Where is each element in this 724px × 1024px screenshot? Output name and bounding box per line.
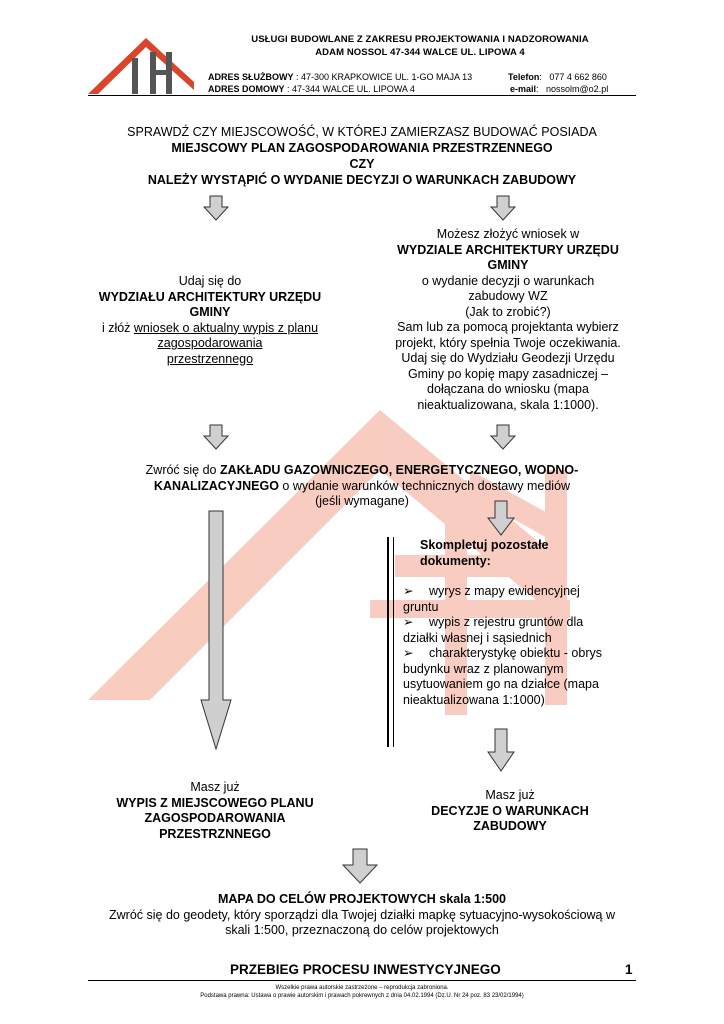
down-arrow-icon <box>487 500 515 536</box>
map-title: MAPA DO CELÓW PROJEKTOWYCH skala 1:500 <box>217 892 507 906</box>
footer-divider <box>88 980 636 981</box>
down-arrow-icon <box>203 195 229 221</box>
right-line12: nieaktualizowana, skala 1:1000). <box>417 397 599 412</box>
bullet-arrow-icon: ➢ <box>403 615 414 629</box>
result-right-line2: DECYZJE O WARUNKACH <box>431 803 589 818</box>
down-arrow-icon <box>490 424 516 450</box>
left-line6: przestrzennego <box>166 351 254 366</box>
long-down-arrow-icon <box>200 510 232 750</box>
question-line1: SPRAWDŹ CZY MIEJSCOWOŚĆ, W KTÓREJ ZAMIERZASZ BUDOWAĆ POSIADA <box>127 125 597 139</box>
item1-line2: gruntu <box>403 599 439 614</box>
home-address-label: ADRES DOMOWY <box>208 84 285 94</box>
company-line2: ADAM NOSSOL 47-344 WALCE UL. LIPOWA 4 <box>315 47 525 58</box>
left-line1: Udaj się do <box>178 274 242 288</box>
divider-line <box>393 537 394 747</box>
item2-line1: wypis z rejestru gruntów dla <box>429 615 584 629</box>
down-arrow-icon <box>487 728 515 772</box>
right-line9: Udaj się do Wydziału Geodezji Urzędu <box>401 351 615 365</box>
bullet-arrow-icon: ➢ <box>403 646 414 660</box>
utilities-line2 <box>92 479 632 495</box>
map-line2: Zwróć się do geodety, który sporządzi dla Twojej działki mapkę sytuacyjno-wysokościową w <box>109 907 615 922</box>
right-line7: Sam lub za pomocą projektanta wybierz <box>397 320 619 334</box>
left-line4-link: wniosek o aktualny wypis z planu <box>133 320 319 335</box>
page-number: 1 <box>625 962 633 977</box>
left-line4-prefix: i złóż <box>101 320 134 335</box>
result-left-line4: PRZESTRZNNEGO <box>159 826 271 841</box>
home-address <box>208 83 415 95</box>
right-line3: GMINY <box>487 258 529 272</box>
header-divider <box>88 95 636 96</box>
down-arrow-icon <box>203 424 229 450</box>
main-question <box>100 124 624 188</box>
question-line2: MIEJSCOWY PLAN ZAGOSPODAROWANIA PRZESTRZENNEGO <box>171 141 553 155</box>
left-line5: zagospodarowania <box>157 336 263 350</box>
left-line2: WYDZIAŁU ARCHITEKTURY URZĘDU <box>98 289 322 304</box>
right-line1: Możesz złożyć wniosek w <box>436 227 580 241</box>
utilities-text <box>92 463 632 510</box>
down-arrow-icon <box>342 848 378 884</box>
question-line3: CZY <box>349 157 375 171</box>
footer-copyright: Wszelkie prawa autorskie zastrzeżone – reprodukcja zabroniona. <box>275 985 449 991</box>
documents-title <box>420 538 620 569</box>
right-branch-text <box>378 227 638 413</box>
company-logo <box>88 30 208 95</box>
office-address-value: : 47-300 KRAPKOWICE UL. 1-GO MAJA 13 <box>296 72 473 82</box>
left-line3: GMINY <box>189 305 231 319</box>
right-line6: (Jak to zrobić?) <box>465 304 551 319</box>
left-line4 <box>80 321 340 337</box>
list-item <box>403 646 633 662</box>
item3-line4: nieaktualizowana 1:1000) <box>403 692 545 707</box>
documents-list <box>403 584 633 708</box>
email: e-mail: nossolm@o2.pl <box>510 84 609 94</box>
office-address <box>208 71 472 83</box>
list-item <box>403 584 633 600</box>
down-arrow-icon <box>490 195 516 221</box>
phone: Telefon: 077 4 662 860 <box>508 72 607 82</box>
item2-line2: działki własnej i sąsiednich <box>403 630 552 645</box>
right-line10: Gminy po kopię mapy zasadniczej – <box>407 366 609 381</box>
item3-line1: charakterystykę obiektu - obrys <box>429 646 602 660</box>
bullet-arrow-icon: ➢ <box>403 584 414 598</box>
utilities-prefix: Zwróć się do <box>145 463 220 477</box>
item3-line2: budynku wraz z planowanym <box>403 661 564 676</box>
utilities-bold2: KANALIZACYJNEGO <box>153 478 279 493</box>
utilities-line3: (jeśli wymagane) <box>315 494 409 508</box>
documents-title-line1: Skompletuj pozostałe <box>420 538 549 552</box>
left-branch-text <box>80 274 340 367</box>
utilities-line1 <box>92 463 632 479</box>
home-address-value: : 47-344 WALCE UL. LIPOWA 4 <box>287 84 415 94</box>
company-line1: USŁUGI BUDOWLANE Z ZAKRESU PROJEKTOWANIA I NADZOROWANIA <box>251 34 589 45</box>
utilities-bold1: ZAKŁADU GAZOWNICZEGO, ENERGETYCZNEGO, WODNO- <box>220 463 579 477</box>
result-left <box>80 780 350 842</box>
result-left-line2: WYPIS Z MIEJSCOWEGO PLANU <box>116 795 314 810</box>
result-left-line3: ZAGOSPODAROWANIA <box>144 811 286 825</box>
email-label: e-mail <box>510 84 537 94</box>
result-right <box>400 788 620 835</box>
result-right-line3: ZABUDOWY <box>473 819 547 833</box>
map-line3: skali 1:500, przeznaczoną do celów projektowych <box>225 923 499 937</box>
map-section <box>80 892 644 939</box>
question-line4: NALEŻY WYSTĄPIĆ O WYDANIE DECYZJI O WARUNKACH ZABUDOWY <box>147 173 577 187</box>
footer-title: PRZEBIEG PROCESU INWESTYCYJNEGO <box>230 962 501 977</box>
office-address-label: ADRES SŁUŻBOWY <box>208 72 294 82</box>
email-value: nossolm@o2.pl <box>546 84 609 94</box>
result-left-line1: Masz już <box>190 780 240 794</box>
right-line11: dołączana do wniosku (mapa <box>427 382 589 396</box>
utilities-post: o wydanie warunków technicznych dostawy mediów <box>278 478 571 493</box>
footer-legal-basis: Podstawa prawna: Ustawa o prawie autorskim i prawach pokrewnych z dnia 04.02.1994 (Dz.U. Nr 24 poz. 83 23/02/1994) <box>200 993 524 999</box>
divider-line <box>387 537 389 747</box>
right-line4: o wydanie decyzji o warunkach <box>421 273 595 288</box>
result-right-line1: Masz już <box>485 788 535 802</box>
right-line8: projekt, który spełnia Twoje oczekiwania. <box>395 335 621 350</box>
right-line2: WYDZIALE ARCHITEKTURY URZĘDU <box>397 242 619 257</box>
phone-value: 077 4 662 860 <box>549 72 607 82</box>
item3-line3: usytuowaniem go na działce (mapa <box>403 677 599 691</box>
right-line5: zabudowy WZ <box>468 289 548 303</box>
documents-title-line2: dokumenty: <box>420 553 491 568</box>
phone-label: Telefon <box>508 72 540 82</box>
company-name <box>210 33 630 59</box>
list-item <box>403 615 633 631</box>
item1-line1: wyrys z mapy ewidencyjnej <box>429 584 580 598</box>
